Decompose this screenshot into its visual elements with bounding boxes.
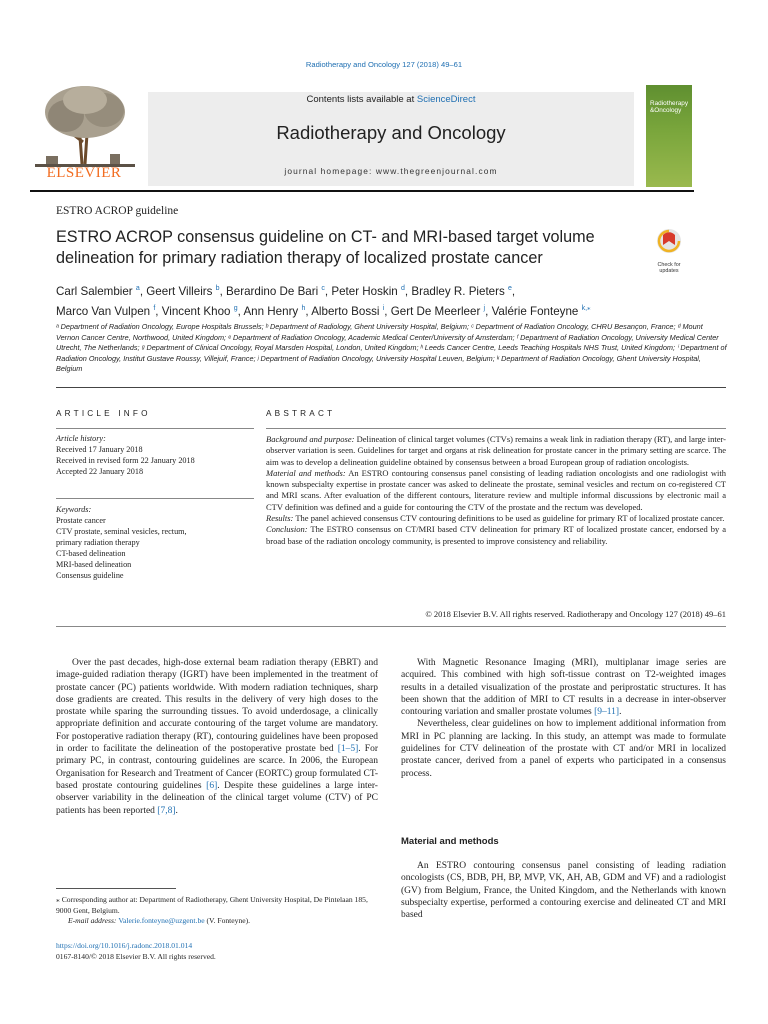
abstract-methods: An ESTRO contouring consensus panel consisting of leading radiation oncologists and one radiologist with known subspecialty expertise in prostate cancer was asked to delineate the prostate, seminal vesicles and rectum on co-registered CT and MRI scans. After evaluation of the different contours, literature review and multiple informal discussions by electronic mail a CTV definition was defined and a guide for contouring the CTV of the prostate and the rectum was developed. <box>266 467 726 512</box>
author-name-text: Peter Hoskin <box>331 284 398 298</box>
author-name[interactable] <box>56 305 155 318</box>
article-type: ESTRO ACROP guideline <box>56 205 179 217</box>
author-name-text: Berardino De Bari <box>226 284 319 298</box>
abstract-body <box>266 434 726 547</box>
affiliation-rule <box>56 387 726 388</box>
keywords-label: Keywords: <box>56 505 92 514</box>
mri-paragraph <box>401 657 726 718</box>
cover-title-line2: &Oncology <box>650 107 682 114</box>
sciencedirect-link[interactable]: ScienceDirect <box>416 94 476 105</box>
check-for-updates-button[interactable] <box>651 227 687 274</box>
keywords-rule <box>56 498 254 499</box>
keyword-item: Consensus guideline <box>56 571 124 580</box>
author-name-text: Marco Van Vulpen <box>56 304 151 318</box>
author-affiliation-marker[interactable]: a <box>135 285 140 292</box>
reference-link[interactable]: [7,8] <box>157 805 176 816</box>
title-line-1: ESTRO ACROP consensus guideline on CT- and MRI-based target volume <box>56 228 595 246</box>
body-column-right <box>401 657 726 780</box>
reference-link[interactable]: [1–5] <box>337 744 359 755</box>
email-suffix: (V. Fonteyne). <box>204 916 251 926</box>
keyword-item: MRI-based delineation <box>56 560 132 569</box>
mri-text: With Magnetic Resonance Imaging (MRI), multiplanar image series are acquired. This combined with high soft-tissue contrast on T2-weighted images results in a detailed visualization of the prostate and periprostatic structures. It has been shown that the addition of MRI to CT results in a decrease in inter-observer contouring variation and smaller prostate volumes <box>401 658 726 718</box>
author-name[interactable] <box>146 285 219 298</box>
author-name[interactable] <box>492 305 591 318</box>
author-name-text: Gert De Meerleer <box>390 304 481 318</box>
history-received: Received 17 January 2018 <box>56 445 143 454</box>
author-affiliation-marker[interactable]: i <box>382 304 385 312</box>
abstract-copyright: © 2018 Elsevier B.V. All rights reserved. Radiotherapy and Oncology 127 (2018) 49–61 <box>425 609 726 619</box>
author-affiliation-marker[interactable]: f <box>153 304 156 312</box>
footnote-rule <box>56 888 176 889</box>
intro-text: Over the past decades, high-dose external beam radiation therapy (EBRT) and image-guided radiation therapy (IGRT) have been implemented in the treatment of prostate cancer (PC) patients worldwide. With modern radiation techniques, sharp dose gradients are created. This results in the delivery of very high doses to the prostate while sparing the surrounding tissues. To avoid underdosage, a clinically appropriate definition and accurate contouring of the target volume are mandatory. For postoperative radiation therapy (RT), contouring guidelines have been proposed in order to facilitate the delineation of the postoperative prostate bed <box>56 658 378 755</box>
author-name-text: Carl Salembier <box>56 284 133 298</box>
abstract-results-label: Results: <box>266 513 294 524</box>
abstract-conclusion-label: Conclusion: <box>266 524 308 535</box>
cover-title-line1: Radiotherapy <box>650 100 689 107</box>
doi-block <box>56 941 378 962</box>
author-name[interactable] <box>162 305 238 318</box>
author-affiliation-marker[interactable]: c <box>321 285 325 292</box>
author-name-text: Bradley R. Pieters <box>411 284 505 298</box>
author-affiliation-marker[interactable]: e <box>508 285 512 292</box>
author-affiliation-marker[interactable]: d <box>400 285 405 292</box>
journal-name: Radiotherapy and Oncology <box>276 122 506 143</box>
author-list: Carl Salembier $^a$, Geert Villeirs $^b$, Berardino De Bari $^c$, Peter Hoskin $^d$, Bradley R. Pieters $^e$, Marco Van Vulpen $^f$, Vincent Khoo $^g$, Ann Henry $^h$, Alberto Bossi $^i$, Gert De Meerleer $^j$, Valérie Fonteyne $^{k,⁎}$ <box>56 284 591 318</box>
elsevier-wordmark: ELSEVIER <box>46 165 122 181</box>
doi-link[interactable]: https://doi.org/10.1016/j.radonc.2018.01.014 <box>56 941 193 950</box>
keywords <box>56 504 256 581</box>
article-title <box>56 227 646 269</box>
contents-line <box>148 94 634 105</box>
contents-prefix: Contents lists available at <box>306 94 417 105</box>
abstract-heading: ABSTRACT <box>266 409 336 418</box>
reference-link[interactable]: [9–11] <box>594 707 620 718</box>
journal-citation[interactable]: Radiotherapy and Oncology 127 (2018) 49–61 <box>305 60 463 69</box>
author-affiliation-marker[interactable]: g <box>233 304 238 312</box>
abstract-rule <box>266 428 726 429</box>
mri-text: . <box>619 707 622 718</box>
keyword-item: primary radiation therapy <box>56 538 140 547</box>
check-updates-icon <box>651 227 687 257</box>
author-name[interactable] <box>311 305 384 318</box>
guidelines-paragraph: Nevertheless, clear guidelines on how to implement additional information from MRI in PC planning are lacking. In this study, an attempt was made to formulate guidelines for CTV delineation of the prostate with CT and/or MRI in localized prostate cancer, derived from a panel of experts who participated in a consensus process. <box>401 719 726 779</box>
intro-text: . Despite these guidelines a large inter-observer variability in the delineation of the clinical target volume (CTV) of PC patients has been reported <box>56 780 378 816</box>
methods-body <box>401 860 726 921</box>
keyword-item: CTV prostate, seminal vesicles, rectum, <box>56 527 187 536</box>
intro-text: . For primary PC, in contrast, contouring guidelines are scarce. In 2006, the European Organisation for Research and Treatment of Cancer (EORTC) group formulated CT-based prostate contouring guidelines <box>56 744 378 791</box>
reference-link[interactable]: [6] <box>206 780 218 791</box>
author-affiliation-marker[interactable]: k,⁎ <box>581 304 591 312</box>
email-label: E-mail address: <box>68 916 119 926</box>
abstract-methods-label: Material and methods: <box>266 467 346 478</box>
email-link[interactable]: Valerie.fonteyne@uzgent.be <box>118 916 205 926</box>
corresponding-author: ⁎ Corresponding author at: Department of Radiotherapy, Ghent University Hospital, De Pintelaan 185, 9000 Gent, Belgium. <box>56 895 368 915</box>
section-heading-methods: Material and methods <box>401 836 499 847</box>
author-name-text: Vincent Khoo <box>161 304 231 318</box>
history-revised: Received in revised form 22 January 2018 <box>56 456 195 465</box>
abstract-background-label: Background and purpose: <box>266 434 355 444</box>
author-name-text: Ann Henry <box>243 304 299 318</box>
body-column-left <box>56 657 378 817</box>
history-accepted: Accepted 22 January 2018 <box>56 467 144 476</box>
keyword-item: CT-based delineation <box>56 549 126 558</box>
article-info-rule <box>56 428 254 429</box>
intro-paragraph <box>56 657 378 817</box>
affiliations: ᵃ Department of Radiation Oncology, Europe Hospitals Brussels; ᵇ Department of Radiology, Ghent University Hospital, Belgium; ᶜ Department of Radiation Oncology, CHRU Besançon, France; ᵈ Mount Vernon Cancer Centre, Northwood, United Kingdom; ᵉ Department of Radiation Oncology, Academic Medical Center/University of Amsterdam; ᶠ Department of Radiation Oncology, University Medical Center Utrecht, The Netherlands; ᵍ Department of Clinical Oncology, Royal Marsden Hospital, London, United Kingdom; ʰ Leeds Cancer Centre, Leeds Teaching Hospitals NHS Trust, United Kingdom; ⁱ Department of Radiation Oncology, Institut Gustave Roussy, Villejuif, France; ʲ Department of Radiation Oncology, University Hospital Leuven, Belgium; ᵏ Department of Radiation Oncology, Ghent University Hospital, Belgium <box>56 322 727 374</box>
article-history <box>56 433 256 477</box>
journal-homepage[interactable]: journal homepage: www.thegreenjournal.com <box>284 166 498 176</box>
methods-paragraph: An ESTRO contouring consensus panel consisting of leading radiation oncologists (CS, BDB, PH, BP, MVP, VK, AH, AB, GDM and VF) and a radiologist (GV) from Belgium, France, the United Kingdom, and the Netherlands with known subspecialty expertise, performed a contouring exercise and delineated CT and MRI based <box>401 861 726 921</box>
author-name[interactable] <box>243 305 305 318</box>
author-name[interactable] <box>391 305 485 318</box>
issn-line: 0167-8140/© 2018 Elsevier B.V. All rights reserved. <box>56 951 216 961</box>
author-name-text: Alberto Bossi <box>311 304 380 318</box>
corresponding-footnote <box>56 895 378 927</box>
author-name[interactable] <box>56 285 140 298</box>
author-affiliation-marker[interactable]: j <box>483 304 486 312</box>
abstract-background: Delineation of clinical target volumes (CTVs) remains a weak link in radiation therapy (RT), and large inter-observer variation is seen. Guidelines for target and organs at risk delineation for prostate cancer in the primary setting are scarce. The aim was to develop a delineation guideline obtained by consensus between a broad European group of radiation oncologists. <box>266 434 727 467</box>
intro-text: . <box>175 805 178 816</box>
journal-cover-title <box>650 100 690 114</box>
author-affiliation-marker[interactable]: b <box>215 285 220 292</box>
abstract-bottom-rule <box>56 626 726 627</box>
author-affiliation-marker[interactable]: h <box>301 304 306 312</box>
abstract-results: The panel achieved consensus CTV contouring definitions to be used as guideline for primary RT of localized prostate cancer. <box>293 513 725 524</box>
check-updates-label: Check for updates <box>657 262 681 274</box>
keyword-item: Prostate cancer <box>56 516 106 525</box>
title-line-2: delineation for primary radiation therapy of localized prostate cancer <box>56 249 543 267</box>
author-name[interactable] <box>226 285 325 298</box>
header-rule <box>30 190 694 192</box>
author-name[interactable] <box>411 285 512 298</box>
history-label: Article history: <box>56 434 106 443</box>
abstract-conclusion: The ESTRO consensus on CT/MRI based CTV delineation for primary RT of localized prostate cancer, endorsed by a broad base of the radiation oncology community, is presented to improve consistency and reliability. <box>266 524 726 546</box>
author-name-text: Geert Villeirs <box>146 284 213 298</box>
author-name[interactable] <box>331 285 405 298</box>
article-info-heading: ARTICLE INFO <box>56 409 151 418</box>
author-name-text: Valérie Fonteyne <box>491 304 579 318</box>
